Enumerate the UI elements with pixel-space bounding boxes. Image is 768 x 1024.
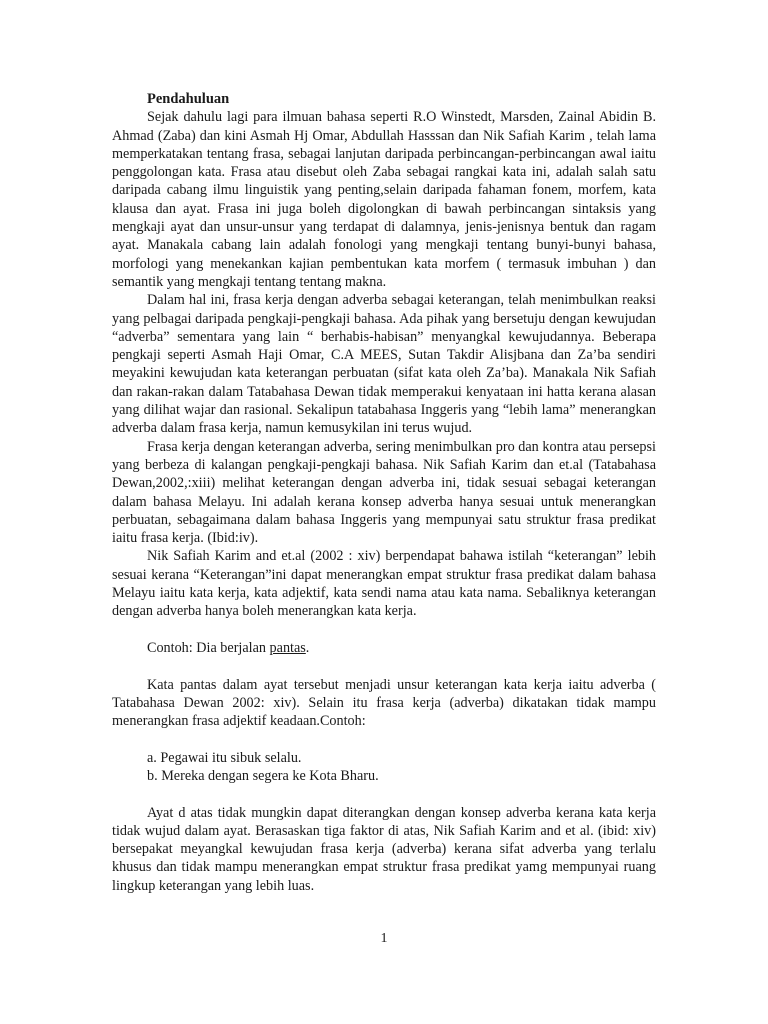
- spacer: [112, 785, 656, 803]
- spacer: [112, 621, 656, 639]
- list-item: b. Mereka dengan segera ke Kota Bharu.: [147, 767, 379, 784]
- example-suffix: .: [305, 639, 310, 656]
- paragraph-4: Nik Safiah Karim and et.al (2002 : xiv) berpendapat bahawa istilah “keterangan” lebih sesuai kerana “Keterangan”ini dapat menerangkan empat struktur frasa predikat dalam bahasa Melayu iaitu kata kerja, kata adjektif, kata sendi nama atau kata nama. Sebaliknya keterangan dengan adverba hanya boleh menerangkan kata kerja.: [112, 548, 656, 620]
- page-number: 1: [380, 931, 388, 946]
- paragraph-1: Sejak dahulu lagi para ilmuan bahasa seperti R.O Winstedt, Marsden, Zainal Abidin B. Ahmad (Zaba) dan kini Asmah Hj Omar, Abdullah Hasssan dan Nik Safiah Karim , telah lama memperkatakan tentang frasa, sebagai lanjutan daripada perbincangan-perbincangan awal iaitu penggolongan kata. Frasa atau disebut oleh Zaba sebagai rangkai kata ini, adalah salah satu daripada cabang ilmu linguistik yang penting,selain daripada fahaman fonem, morfem, kata klausa dan ayat. Frasa ini juga boleh digolongkan di bawah perbincangan sintaksis yang mengkaji ayat dan unsur-unsur yang terdapat di dalamnya, jenis-jenisnya bentuk dan ragam ayat. Manakala cabang lain adalah fonologi yang mengkaji tentang bunyi-bunyi bahasa, morfologi yang menekankan kajian pembentukan kata morfem ( termasuk imbuhan ) dan semantik yang mengkaji tentang tentang makna.: [112, 109, 656, 290]
- paragraph-2: Dalam hal ini, frasa kerja dengan adverba sebagai keterangan, telah menimbulkan reaksi yang pelbagai daripada pengkaji-pengkaji bahasa. Ada pihak yang bersetuju dengan kewujudan “adverba” sementara yang lain “ berhabis-habisan” menyangkal kewujudannya. Beberapa pengkaji seperti Asmah Haji Omar, C.A MEES, Sutan Takdir Alisjbana dan Za’ba sendiri meyakini kewujudan kata keterangan perbuatan (sifat kata oleh Za’ba). Manakala Nik Safiah dan rakan-rakan dalam Tatabahasa Dewan tidak memperakui kenyataan ini hatta kerana alasan yang dilihat wajar dan rasional. Sekalipun tatabahasa Inggeris yang “lebih lama” menerangkan adverba dalam frasa kerja, namun kemusykilan ini terus wujud.: [112, 292, 656, 437]
- example-prefix: Contoh: Dia berjalan: [147, 639, 270, 656]
- example-word: pantas: [269, 639, 306, 656]
- example-list: [147, 749, 656, 786]
- paragraph-3: Frasa kerja dengan keterangan adverba, sering menimbulkan pro dan kontra atau persepsi yang berbeza di kalangan pengkaji-pengkaji bahasa. Nik Safiah Karim dan et.al (Tatabahasa Dewan,2002,:xiii) melihat keterangan dengan adverba ini, tidak sesuai sebagai keterangan dalam bahasa Melayu. Ini adalah kerana konsep adverba hanya sesuai untuk menerangkan perbuatan, sebagaimana dalam bahasa Inggeris yang mempunyai satu struktur frasa predikat iaitu frasa kerja. (Ibid:iv).: [112, 438, 656, 547]
- closing-paragraph: Ayat d atas tidak mungkin dapat diterangkan dengan konsep adverba kerana kata kerja tidak wujud dalam ayat. Berasaskan tiga faktor di atas, Nik Safiah Karim and et al. (ibid: xiv) bersepakat meyangkal kewujudan frasa kerja (adverba) kerana sifat adverba yang terlalu khusus dan tidak mampu menerangkan empat struktur frasa predikat yamg mempunyai ruang lingkup keterangan yang lebih luas.: [112, 804, 656, 894]
- section-heading: Pendahuluan: [147, 91, 230, 107]
- paragraph-after-example: Kata pantas dalam ayat tersebut menjadi unsur keterangan kata kerja iaitu adverba ( Tatabahasa Dewan 2002: xiv). Selain itu frasa kerja (adverba) dikatakan tidak mampu menerangkan frasa adjektif keadaan.Contoh:: [112, 676, 656, 730]
- list-item: a. Pegawai itu sibuk selalu.: [147, 749, 302, 766]
- spacer: [112, 730, 656, 748]
- example-line: [147, 639, 656, 657]
- spacer: [112, 657, 656, 675]
